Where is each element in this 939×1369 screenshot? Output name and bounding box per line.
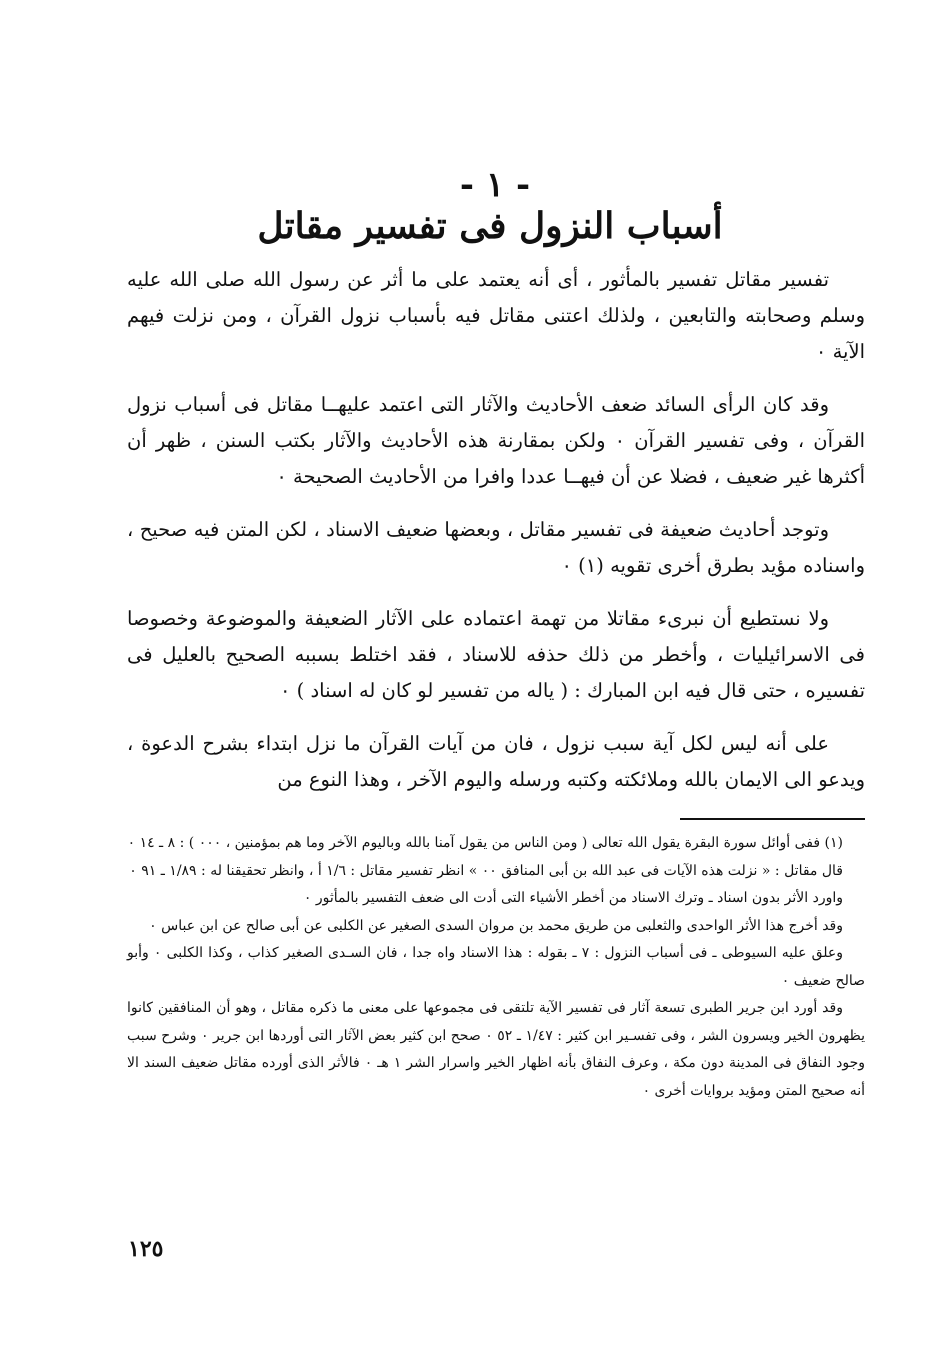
body-paragraph: وتوجد أحاديث ضعيفة فى تفسير مقاتل ، وبعضها ضعيف الاسناد ، لكن المتن فيه صحيح ، واسناده مؤيد بطرق أخرى تقويه (١) ٠ <box>127 518 865 577</box>
footnote-line: وقد أخرج هذا الأثر الواحدى والثعلبى من طريق محمد بن مروان السدى الصغير عن الكلبى عن أبى صالح عن ابن عباس ٠ <box>149 917 843 934</box>
body-paragraph: على أنه ليس لكل آية سبب نزول ، فان من آيات القرآن ما نزل ابتداء بشرح الدعوة ، ويدعو الى الايمان بالله وملائكته وكتبه ورسله واليوم الآخر ، وهذا النوع من <box>127 732 865 791</box>
body-text <box>127 262 865 815</box>
body-paragraph: ولا نستطيع أن نبرىء مقاتلا من تهمة اعتماده على الآثار الضعيفة والموضوعة وخصوصا فى الاسرائيليات ، وأخطر من ذلك حذفه للاسناد ، فقد اختلط بسببه الصحيح بالعليل فى تفسيره ، حتى قال فيه ابن المبارك : ( ياله من تفسير لو كان له اسناد ) ٠ <box>127 607 865 702</box>
footnote-line: قال مقاتل : « نزلت هذه الآيات فى عبد الله بن أبى المنافق ٠٠ » انظر تفسير مقاتل : ١/٦ أ ، وانظر تحقيقنا له : ١/٨٩ ـ ٩١ ٠ <box>129 862 843 879</box>
footnote-line: واورد الأثر بدون اسناد ـ وترك الاسناد من أخطر الأشياء التى أدت الى ضعف التفسير بالمأثور ٠ <box>303 890 843 906</box>
body-paragraph: وقد كان الرأى السائد ضعف الأحاديث والآثار التى اعتمد عليهــا مقاتل فى أسباب نزول القرآن ، وفى تفسير القرآن ٠ ولكن بمقارنة هذه الأحاديث والآثار بكتب السنن ، ظهر أن أكثرها غير ضعيف ، فضلا عن أن فيهــا عددا وافرا من الأحاديث الصحيحة ٠ <box>127 393 865 488</box>
footnotes <box>127 830 865 1105</box>
footnote-separator <box>680 818 865 820</box>
footnote-line: وقد أورد ابن جرير الطبرى تسعة آثار فى تفسير الآية تلتقى فى مجموعها على معنى ما ذكره مقاتل ، وهو أن المنافقين كانوا يظهرون الخير ويسرون الشر ، وفى تفسـير ابن كثير : ١/٤٧ ـ ٥٢ ٠ صحح ابن كثير بعض الآثار التى أوردها ابن جرير ٠ وشرح سبب وجود النفاق فى المدينة دون مكة ، وعرف النفاق بأنه اظهار الخير واسرار الشر ١ هـ ٠ فالأثر الذى أورده مقاتل ضعيف السند الا أنه صحيح المتن ومؤيد بروايات أخرى ٠ <box>127 1000 866 1099</box>
chapter-title: أسباب النزول فى تفسير مقاتل <box>257 205 723 247</box>
footnote-line: (١) ففى أوائل سورة البقرة يقول الله تعالى ( ومن الناس من يقول آمنا بالله وباليوم الآخر وما هم بمؤمنين ، ٠٠٠ ) : ٨ ـ ١٤ ٠ <box>127 835 843 851</box>
section-number: - ١ - <box>459 165 531 205</box>
page-number: ١٢٥ <box>128 1236 164 1262</box>
body-paragraph: تفسير مقاتل تفسير بالمأثور ، أى أنه يعتمد على ما أثر عن رسول الله صلى الله عليه وسلم وصحابته والتابعين ، ولذلك اعتنى مقاتل فيه بأسباب نزول القرآن ، ومن نزلت فيهم الآية ٠ <box>127 268 865 363</box>
footnote-line: وعلق عليه السيوطى ـ فى أسباب النزول : ٧ ـ بقوله : هذا الاسناد واه جدا ، فان السـدى الصغير كذاب ، وكذا الكلبى ٠ وأبو صالح ضعيف ٠ <box>127 945 865 989</box>
